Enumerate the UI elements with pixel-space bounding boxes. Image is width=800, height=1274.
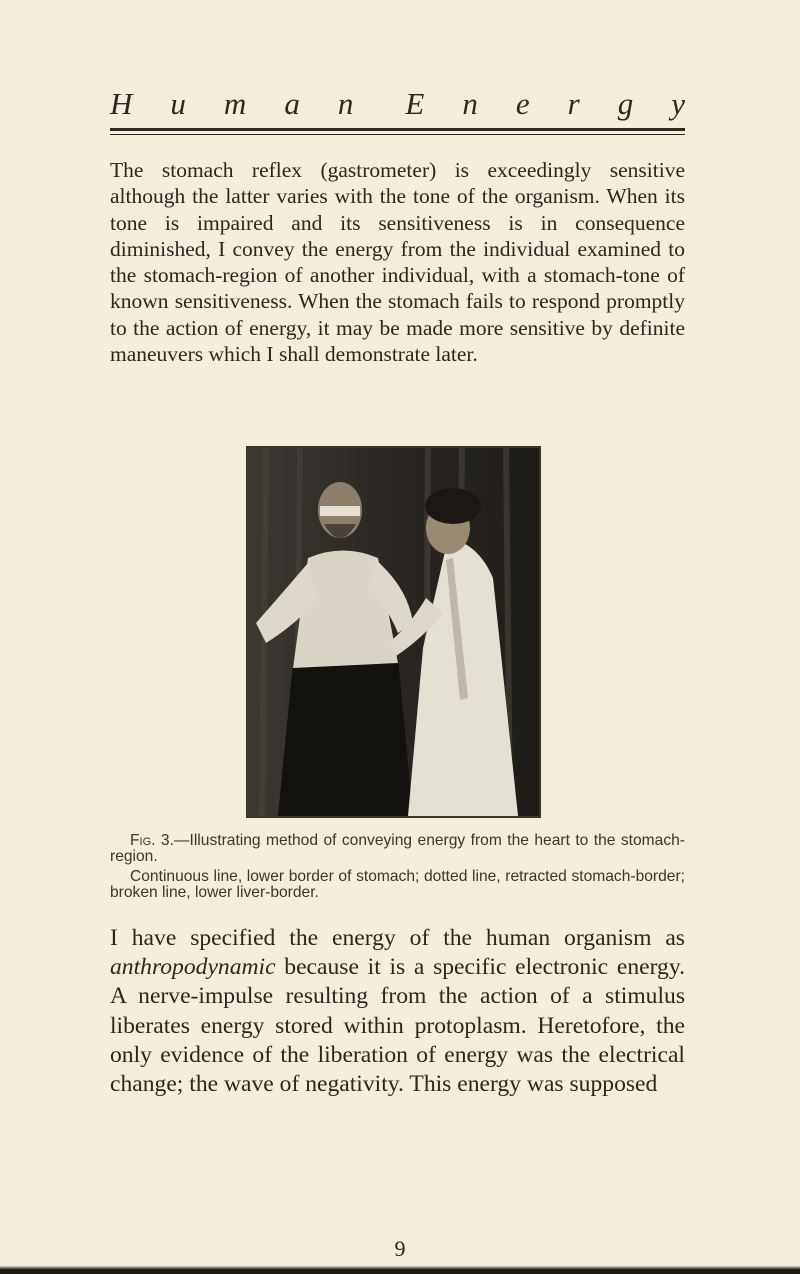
running-header — [110, 86, 685, 122]
paragraph-2-rest: because it is a specific electronic energy. A nerve-impulse resulting from the action of a stimulus liberates energy stored within protoplasm. Heretofore, the only evidence of the liberation of energy was the electrical change; the wave of negativity. This energy was supposed — [110, 954, 685, 1098]
header-letter: y — [671, 86, 685, 121]
page-bottom-edge — [0, 1266, 800, 1274]
figure-caption-note: Continuous line, lower border of stomach; dotted line, retracted stomach-border; broken line, lower liver-border. — [110, 868, 685, 901]
photo-illustration — [248, 448, 539, 816]
figure-photograph — [246, 446, 541, 818]
header-letter: m — [223, 86, 247, 121]
header-letter: H — [110, 86, 133, 121]
header-letter: e — [515, 86, 530, 121]
header-letter: g — [617, 86, 634, 121]
header-letter: a — [284, 86, 300, 121]
header-letter: n — [337, 86, 354, 121]
header-letter: u — [170, 86, 186, 121]
figure-label: Fig. — [130, 832, 156, 849]
italic-term: anthropodynamic — [110, 954, 276, 981]
body-paragraph-2 — [110, 924, 685, 1099]
header-letter: r — [567, 86, 580, 121]
header-rule-thick — [110, 128, 685, 131]
header-letter: E — [405, 86, 425, 121]
header-letter: n — [462, 86, 478, 121]
figure-caption-text: 3.—Illustrating method of conveying energy from the heart to the stomach-region. — [110, 832, 685, 865]
page-number: 9 — [394, 1236, 406, 1261]
header-rule-thin — [110, 134, 685, 135]
body-paragraph-1: The stomach reflex (gastrometer) is exceedingly sensitive although the latter varies with the tone of the organism. When its tone is impaired and its sensitiveness is in consequence diminished, I convey the energy from the individual examined to the stomach-region of another individual, with a stomach-tone of known sensitiveness. When the stomach fails to respond promptly to the action of energy, it may be made more sensitive by definite maneuvers which I shall demonstrate later. — [110, 158, 685, 367]
figure-caption-title — [110, 833, 685, 865]
paragraph-2-lead: I have specified the energy of the human organism as — [110, 925, 685, 951]
